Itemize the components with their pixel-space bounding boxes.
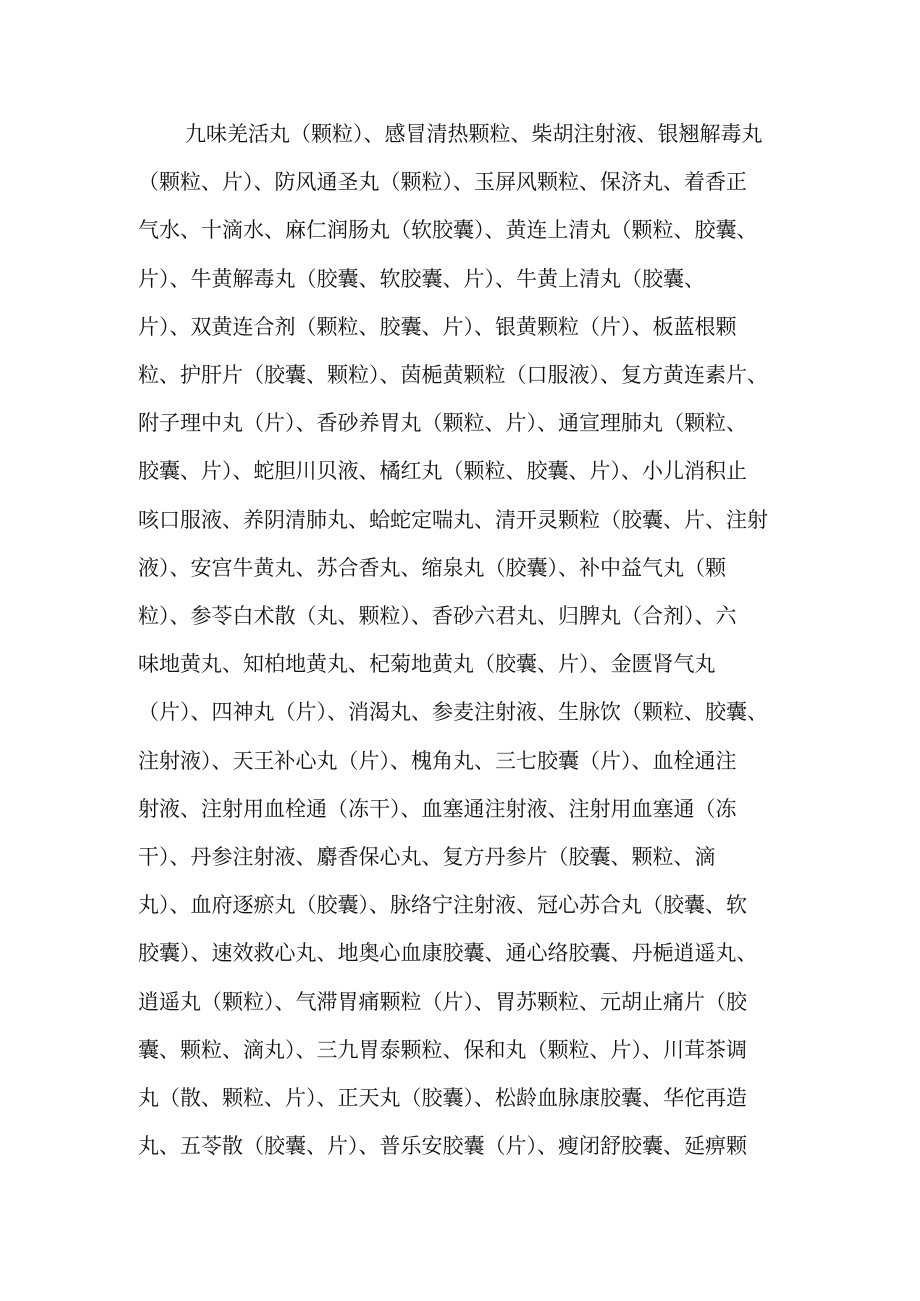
text-line: 片）、双黄连合剂（颗粒、胶囊、片）、银黄颗粒（片）、板蓝根颗 xyxy=(138,314,737,339)
text-line: 干）、丹参注射液、麝香保心丸、复方丹参片（胶囊、颗粒、滴 xyxy=(138,845,716,870)
text-line: 片）、牛黄解毒丸（胶囊、软胶囊、片）、牛黄上清丸（胶囊、 xyxy=(138,266,705,291)
text-line: 咳口服液、养阴清肺丸、蛤蛇定喘丸、清开灵颗粒（胶囊、片、注射 xyxy=(138,507,768,532)
text-line: 味地黄丸、知柏地黄丸、杞菊地黄丸（胶囊、片）、金匮肾气丸 xyxy=(138,652,716,677)
body-paragraph xyxy=(138,110,788,1170)
text-line: 丸）、血府逐瘀丸（胶囊）、脉络宁注射液、冠心苏合丸（胶囊、软 xyxy=(138,893,747,918)
text-line: 射液、注射用血栓通（冻干）、血塞通注射液、注射用血塞通（冻 xyxy=(138,796,737,821)
text-line: 注射液）、天王补心丸（片）、槐角丸、三七胶囊（片）、血栓通注 xyxy=(138,748,737,773)
text-line: 气水、十滴水、麻仁润肠丸（软胶囊）、黄连上清丸（颗粒、胶囊、 xyxy=(138,218,758,243)
text-line: 粒、护肝片（胶囊、颗粒）、茵梔黄颗粒（口服液）、复方黄连素片、 xyxy=(138,363,768,388)
text-line: 液）、安宫牛黄丸、苏合香丸、缩泉丸（胶囊）、补中益气丸（颗 xyxy=(138,555,726,580)
text-line: （片）、四神丸（片）、消渴丸、参麦注射液、生脉饮（颗粒、胶囊、 xyxy=(138,700,768,725)
text-line: 囊、颗粒、滴丸）、三九胃泰颗粒、保和丸（颗粒、片）、川茸茶调 xyxy=(138,1037,747,1062)
text-line: （颗粒、片）、防风通圣丸（颗粒）、玉屏风颗粒、保济丸、着香正 xyxy=(138,170,747,195)
text-line: 丸、五苓散（胶囊、片）、普乐安胶囊（片）、瘦闭舒胶囊、延痹颗 xyxy=(138,1134,747,1159)
text-line: 丸（散、颗粒、片）、正天丸（胶囊）、松龄血脉康胶囊、华佗再造 xyxy=(138,1086,747,1111)
text-line: 九味羌活丸（颗粒）、感冒清热颗粒、柴胡注射液、银翘解毒丸 xyxy=(185,122,763,146)
text-line: 逍遥丸（颗粒）、气滞胃痛颗粒（片）、胃苏颗粒、元胡止痛片（胶 xyxy=(138,989,747,1014)
text-line: 粒）、参苓白术散（丸、颗粒）、香砂六君丸、归脾丸（合剂）、六 xyxy=(138,604,737,629)
text-line: 附子理中丸（片）、香砂养胃丸（颗粒、片）、通宣理肺丸（颗粒、 xyxy=(138,411,747,436)
text-line: 胶囊、片）、蛇胆川贝液、橘红丸（颗粒、胶囊、片）、小儿消积止 xyxy=(138,459,747,484)
text-line: 胶囊）、速效救心丸、地奥心血康胶囊、通心络胶囊、丹梔逍遥丸、 xyxy=(138,941,758,966)
